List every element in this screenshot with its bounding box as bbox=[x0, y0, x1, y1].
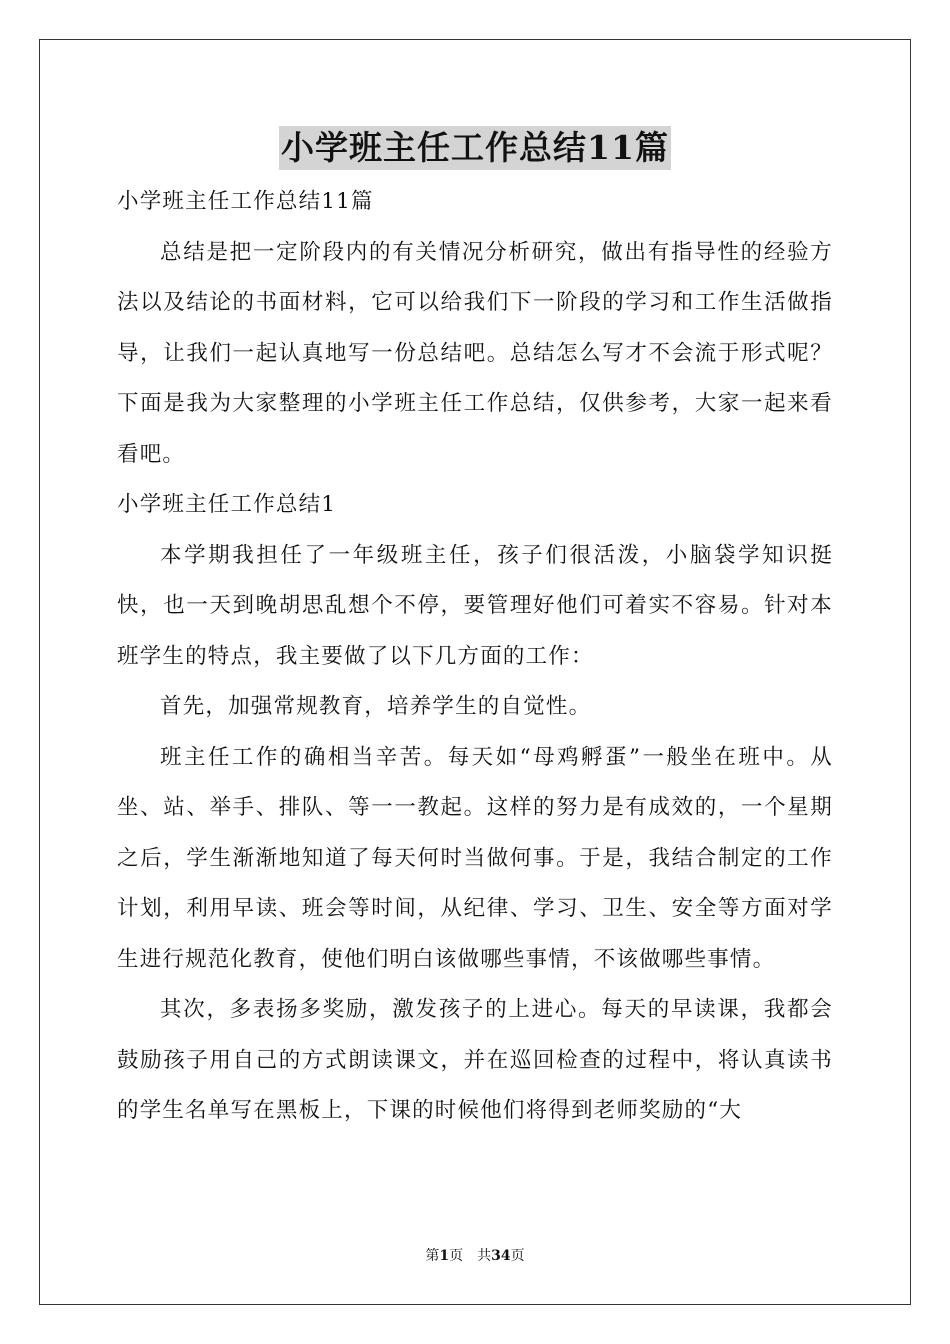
section-heading: 小学班主任工作总结11篇 bbox=[117, 189, 374, 214]
body-paragraph: 本学期我担任了一年级班主任，孩子们很活泼，小脑袋学知识挺快，也一天到晚胡思乱想个不停，要管理好他们可着实不容易。针对本班学生的特点，我主要做了以下几方面的工作： bbox=[117, 542, 833, 669]
title-container bbox=[0, 126, 950, 170]
page-footer bbox=[0, 1246, 950, 1266]
page-prefix: 第 bbox=[425, 1248, 440, 1264]
body-paragraph: 班主任工作的确相当辛苦。每天如“母鸡孵蛋”一般坐在班中。从坐、站、举手、排队、等一一教起。这样的努力是有成效的，一个星期之后，学生渐渐地知道了每天何时当做何事。于是，我结合制定的工作计划，利用早读、班会等时间，从纪律、学习、卫生、安全等方面对学生进行规范化教育，使他们明白该做哪些事情，不该做哪些事情。 bbox=[117, 744, 833, 972]
body-paragraph: 首先，加强常规教育，培养学生的自觉性。 bbox=[160, 694, 592, 719]
total-page-count: 34 bbox=[491, 1248, 511, 1264]
section-heading: 小学班主任工作总结1 bbox=[117, 492, 337, 517]
body-paragraph: 总结是把一定阶段内的有关情况分析研究，做出有指导性的经验方法以及结论的书面材料，它可以给我们下一阶段的学习和工作生活做指导，让我们一起认真地写一份总结吧。总结怎么写才不会流于形式呢？下面是我为大家整理的小学班主任工作总结，仅供参考，大家一起来看看吧。 bbox=[117, 239, 833, 467]
current-page-number: 1 bbox=[439, 1248, 450, 1264]
page-middle-text: 页 共 bbox=[449, 1248, 492, 1264]
page-suffix: 页 bbox=[510, 1248, 525, 1264]
document-title: 小学班主任工作总结11篇 bbox=[279, 126, 671, 170]
body-paragraph: 其次，多表扬多奖励，激发孩子的上进心。每天的早读课，我都会鼓励孩子用自己的方式朗读课文，并在巡回检查的过程中，将认真读书的学生名单写在黑板上，下课的时候他们将得到老师奖励的“大 bbox=[117, 997, 833, 1123]
document-body bbox=[117, 177, 833, 1137]
